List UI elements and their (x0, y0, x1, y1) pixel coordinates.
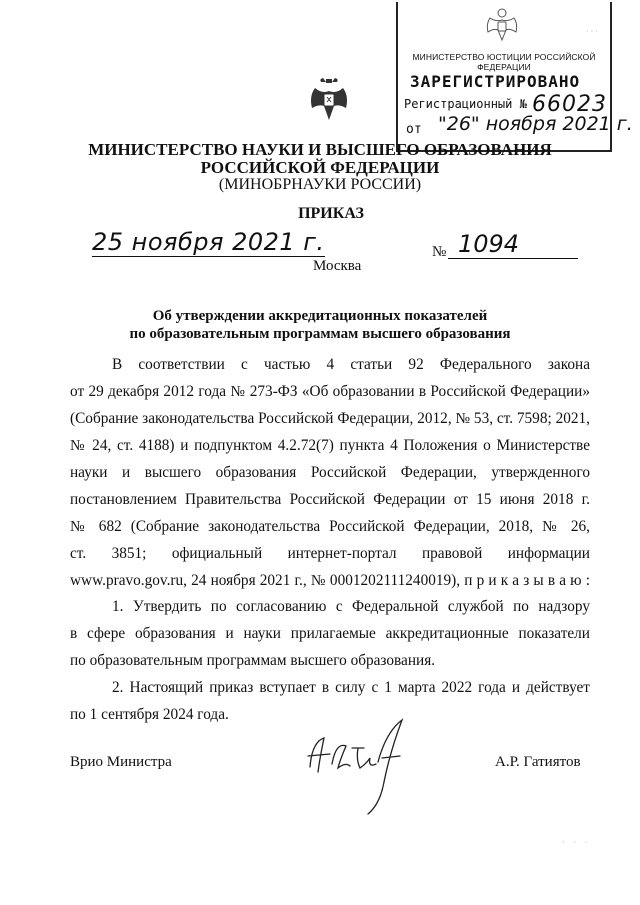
body-line: 2. Настоящий приказ вступает в силу с 1 марта 2022 года и действует (112, 679, 590, 696)
scan-artifact-dots: · · · (562, 837, 591, 847)
registration-stamp (396, 2, 633, 152)
stamp-registered-label: ЗАРЕГИСТРИРОВАНО (410, 72, 581, 91)
order-number-underline (448, 258, 578, 259)
order-number: 1094 (458, 230, 520, 258)
order-city: Москва (313, 258, 362, 274)
body-line: www.pravo.gov.ru, 24 ноября 2021 г., № 0001202111240019), п р и к а з ы в а ю : (70, 572, 590, 589)
order-date: 25 ноября 2021 г. (92, 228, 325, 256)
ministry-title-line2: РОССИЙСКОЙ ФЕДЕРАЦИИ (200, 158, 440, 177)
stamp-date: "26" ноября 2021 г. (438, 113, 633, 135)
coat-of-arms-icon (309, 76, 349, 126)
ministry-title-line1: МИНИСТЕРСТВО НАУКИ И ВЫСШЕГО ОБРАЗОВАНИЯ (88, 140, 552, 159)
stamp-eagle-emblem-icon (482, 6, 522, 44)
stamp-reg-number: 66023 (532, 92, 607, 117)
subject-line1: Об утверждении аккредитационных показателей (152, 308, 488, 324)
body-line: по 1 сентября 2024 года. (70, 706, 229, 723)
document-type: ПРИКАЗ (298, 205, 364, 222)
order-number-label: № (432, 244, 447, 260)
body-line: (Собрание законодательства Российской Федерации, 2012, № 53, ст. 7598; 2021, (70, 410, 590, 427)
stamp-from-label: от (406, 122, 422, 137)
body-line: 1. Утвердить по согласованию с Федеральной службой по надзору (112, 598, 590, 615)
body-line: в сфере образования и науки прилагаемые аккредитационные показатели (70, 625, 590, 642)
ministry-short-name: (МИНОБРНАУКИ РОССИИ) (218, 176, 422, 193)
stamp-faint-mark: · · · (586, 27, 598, 36)
signatory-title: Врио Министра (70, 754, 172, 770)
stamp-reg-label: Регистрационный № (404, 97, 527, 111)
body-line: ст. 3851; официальный интернет-портал правовой информации (70, 545, 590, 562)
signatory-name: А.Р. Гатиятов (495, 754, 581, 770)
body-line: № 682 (Собрание законодательства Российской Федерации, 2018, № 26, (70, 518, 590, 535)
body-line: от 29 декабря 2012 года № 273-ФЗ «Об образовании в Российской Федерации» (70, 383, 590, 400)
body-line: постановлением Правительства Российской Федерации от 15 июня 2018 г. (70, 491, 590, 508)
handwritten-signature (290, 712, 430, 822)
body-line: науки и высшего образования Российской Федерации, утвержденного (70, 464, 590, 481)
body-line: В соответствии с частью 4 статьи 92 Федерального закона (112, 356, 590, 373)
body-line: по образовательным программам высшего образования. (70, 652, 436, 669)
body-line: № 24, ст. 4188) и подпунктом 4.2.72(7) пункта 4 Положения о Министерстве (70, 437, 590, 454)
subject-line2: по образовательным программам высшего образования (129, 326, 511, 342)
stamp-ministry-name: МИНИСТЕРСТВО ЮСТИЦИИ РОССИЙСКОЙ ФЕДЕРАЦИИ (412, 52, 596, 72)
